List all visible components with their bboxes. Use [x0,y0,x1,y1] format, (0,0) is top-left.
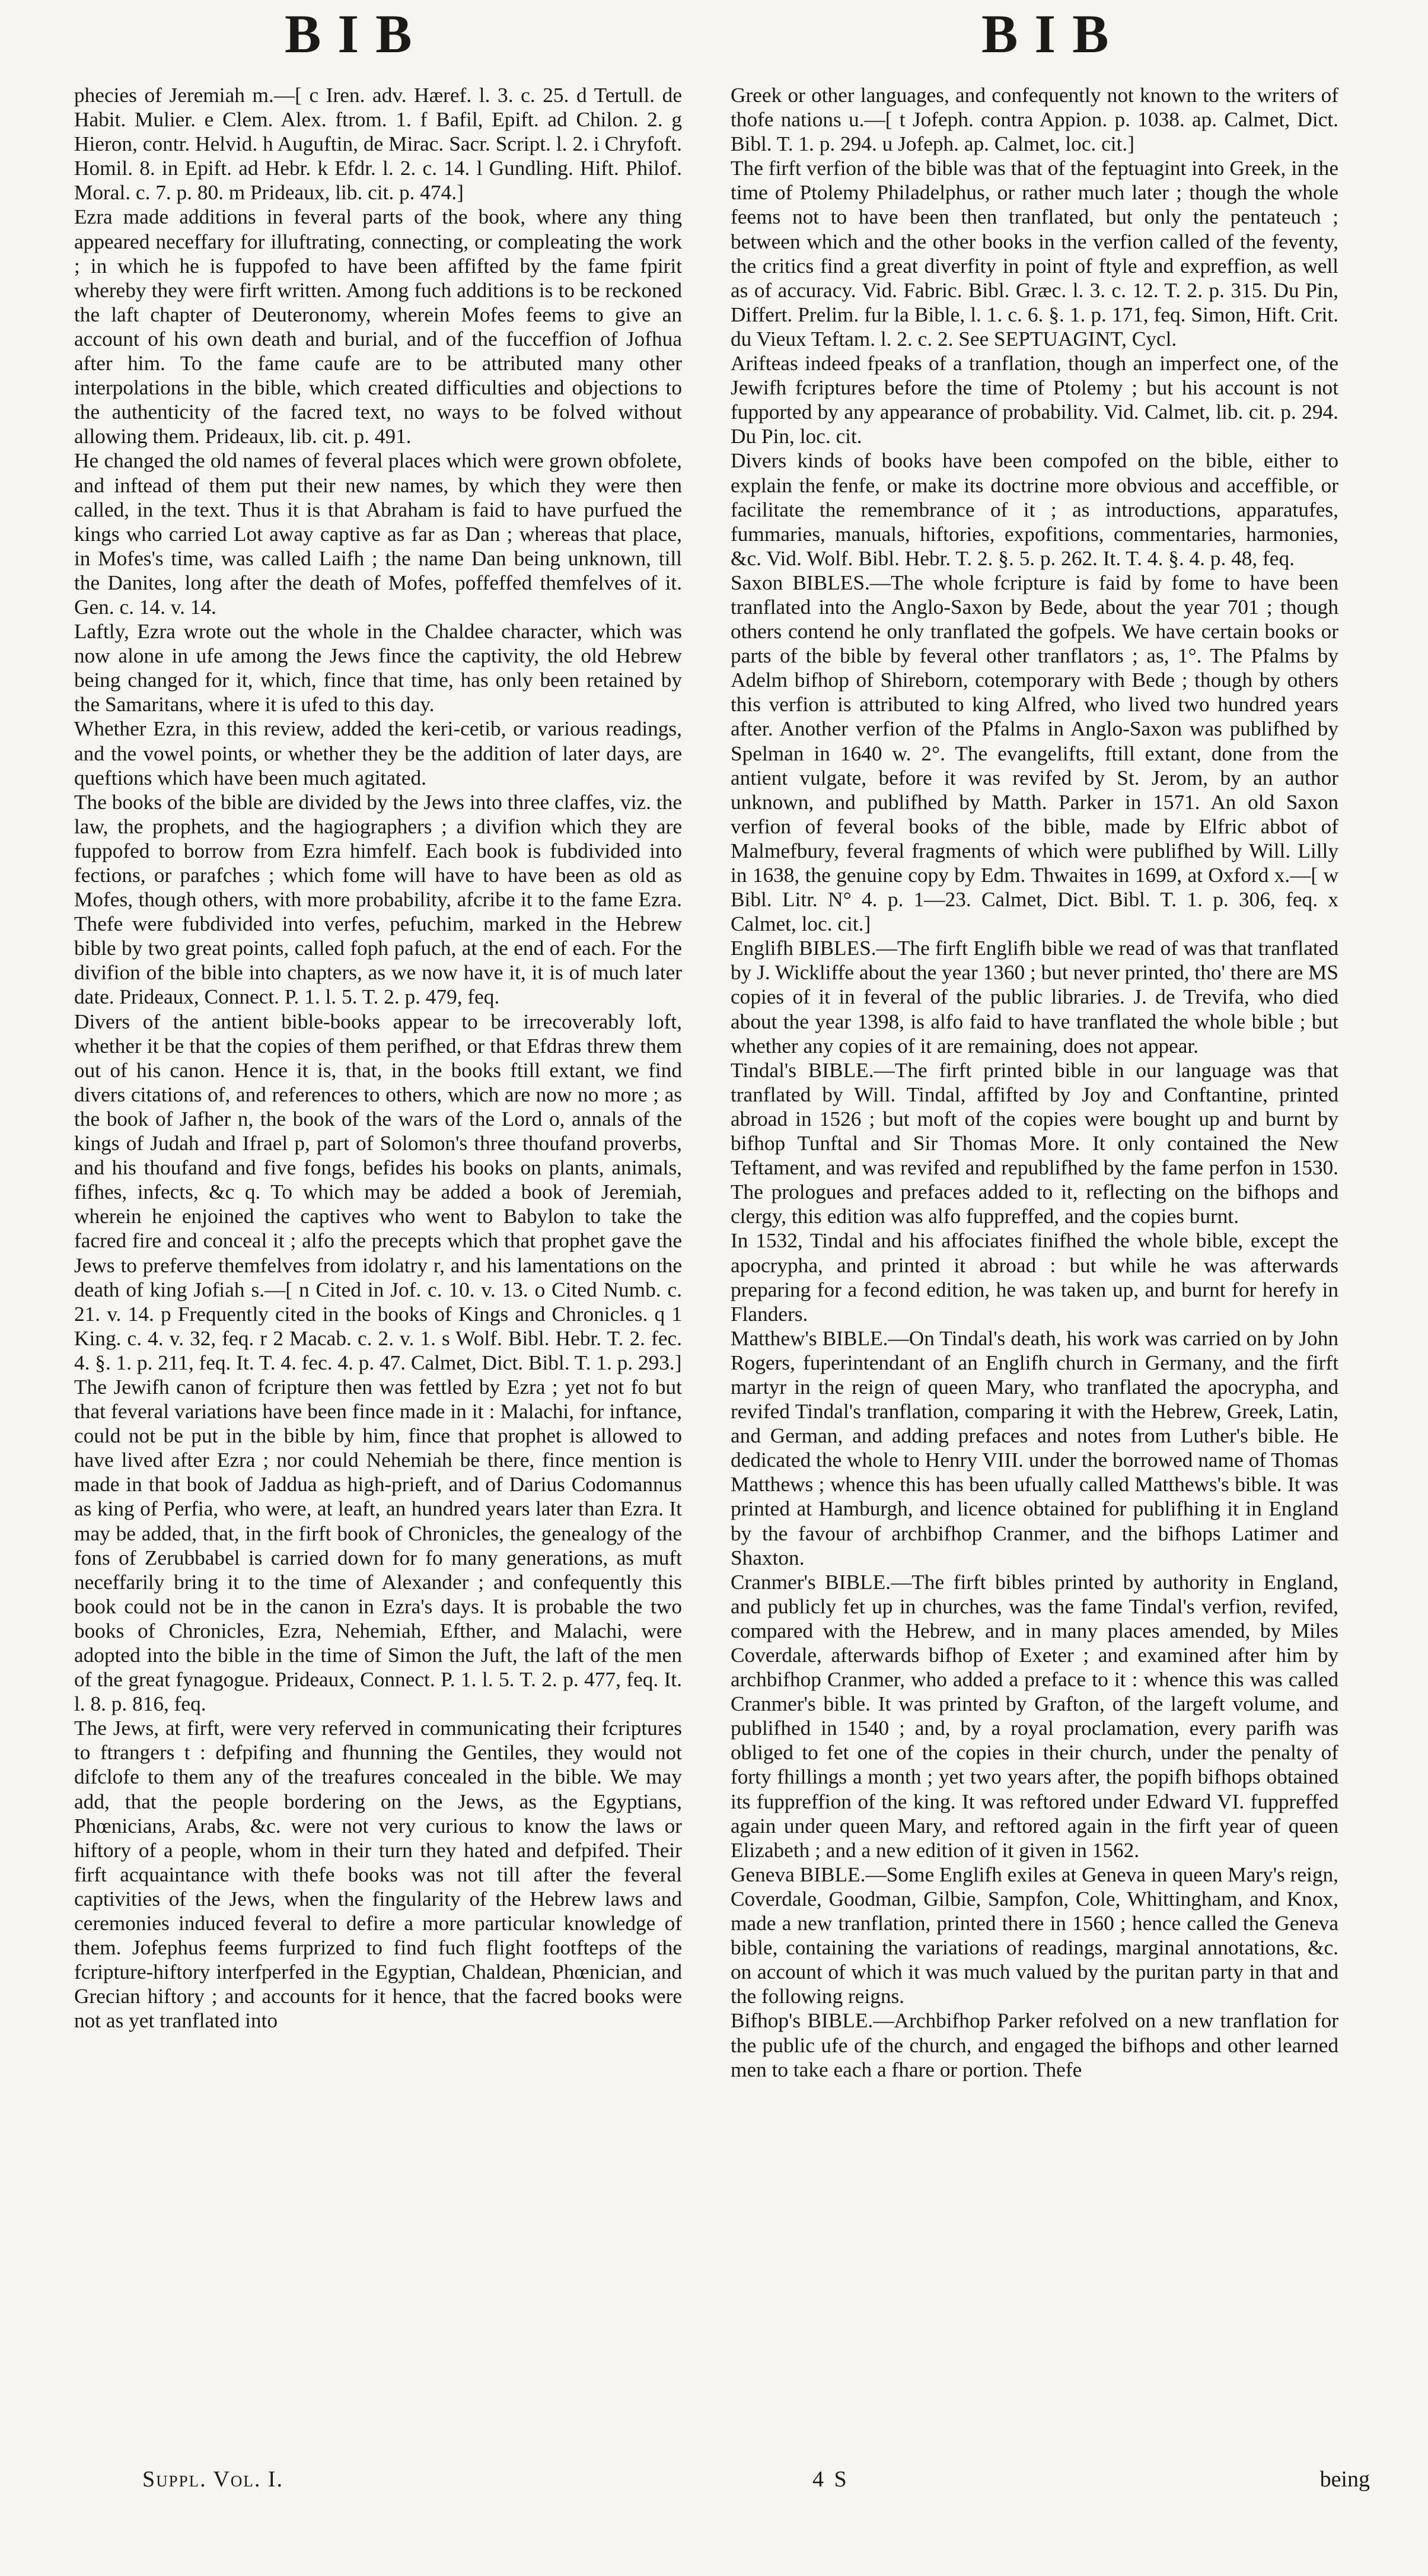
left-column [74,83,682,2462]
paragraph: The books of the bible are divided by the Jews into three claffes, viz. the law, the prophets, and the hagiographers ; a divifion which they are fuppofed to borrow from Ezra himfelf. Each book is fubdivided into fections, or parafches ; which fome will have to have been as old as Mofes, though others, with more probability, afcribe it to the fame Ezra. Thefe were fubdivided into verfes, pefuchim, marked in the Hebrew bible by two great points, called foph pafuch, at the end of each. For the divifion of the bible into chapters, as we now have it, it is of much later date. Prideaux, Connect. P. 1. l. 5. T. 2. p. 479, feq. [74,790,682,1009]
paragraph: The Jews, at firft, were very referved in communicating their fcriptures to ftrangers t : defpifing and fhunning the Gentiles, they would not difclofe to them any of the treafures concealed in the bible. We may add, that the people bordering on the Jews, as the Egyptians, Phœnicians, Arabs, &c. were not very curious to know the laws or hiftory of a people, whom in their turn they hated and defpifed. Their firft acquaintance with thefe books was not till after the feveral captivities of the Jews, when the fingularity of the Hebrew laws and ceremonies induced feveral to defire a more particular knowledge of them. Jofephus feems furprized to find fuch flight footfteps of the fcripture-hiftory interfperfed in the Egyptian, Chaldean, Phœnician, and Grecian hiftory ; and accounts for it hence, that the facred books were not as yet tranflated into [74,1717,682,2033]
catchword: being [1319,2467,1370,2492]
paragraph: Arifteas indeed fpeaks of a tranflation, though an imperfect one, of the Jewifh fcriptures before the time of Ptolemy ; but his account is not fupported by any appearance of probability. Vid. Calmet, lib. cit. p. 294. Du Pin, loc. cit. [731,352,1338,448]
paragraph: Bifhop's BIBLE.—Archbifhop Parker refolved on a new tranflation for the public ufe of the church, and engaged the bifhops and other learned men to take each a fhare or portion. Thefe [731,2009,1338,2081]
paragraph: Englifh BIBLES.—The firft Englifh bible we read of was that tranflated by J. Wickliffe about the year 1360 ; but never printed, tho' there are MS copies of it in feveral of the public libraries. J. de Trevifa, who died about the year 1398, is alfo faid to have tranflated the whole bible ; but whether any copies of it are remaining, does not appear. [731,937,1338,1058]
paragraph: Greek or other languages, and confequently not known to the writers of thofe nations u.—[ t Jofeph. contra Appion. p. 1038. ap. Calmet, Dict. Bibl. T. 1. p. 294. u Jofeph. ap. Calmet, loc. cit.] [731,84,1338,156]
paragraph: In 1532, Tindal and his affociates finifhed the whole bible, except the apocrypha, and printed it abroad : but while he was afterwards preparing for a fecond edition, he was taken up, and burnt for herefy in Flanders. [731,1229,1338,1326]
paragraph: Whether Ezra, in this review, added the keri-cetib, or various readings, and the vowel points, or whether they be the addition of later days, are queftions which have been much agitated. [74,717,682,789]
right-column [731,83,1338,2462]
paragraph: Cranmer's BIBLE.—The firft bibles printed by authority in England, and publicly fet up in churches, was the fame Tindal's verfion, revifed, compared with the Hebrew, and in many places amended, by Miles Coverdale, afterwards bifhop of Exeter ; and examined after him by archbifhop Cranmer, who added a preface to it : whence this was called Cranmer's bible. It was printed by Grafton, of the largeft volume, and publifhed in 1540 ; and, by a royal proclamation, every parifh was obliged to fet one of the copies in their church, under the penalty of forty fhillings a month ; yet two years after, the popifh bifhops obtained its fuppreffion of the king. It was reftored under Edward VI. fuppreffed again under queen Mary, and reftored again in the firft year of queen Elizabeth ; and a new edition of it given in 1562. [731,1570,1338,1862]
paragraph: He changed the old names of feveral places which were grown obfolete, and inftead of them put their new names, by which they were then called, in the text. Thus it is that Abraham is faid to have purfued the kings who carried Lot away captive as far as Dan ; whereas that place, in Mofes's time, was called Laifh ; the name Dan being unknown, till the Danites, long after the death of Mofes, poffeffed themfelves of it. Gen. c. 14. v. 14. [74,449,682,619]
signature-mark: 4 S [812,2467,849,2492]
page-footer [0,2466,1428,2502]
paragraph: Laftly, Ezra wrote out the whole in the Chaldee character, which was now alone in ufe among the Jews fince the captivity, the old Hebrew being changed for it, which, fince that time, has only been retained by the Samaritans, where it is ufed to this day. [74,620,682,717]
running-head [0,0,1428,71]
paragraph: The firft verfion of the bible was that of the feptuagint into Greek, in the time of Ptolemy Philadelphus, or rather much later ; though the whole feems not to have been then tranflated, but only the pentateuch ; between which and the other books in the verfion called of the feventy, the critics find a great diverfity in point of ftyle and expreffion, as well as of accuracy. Vid. Fabric. Bibl. Græc. l. 3. c. 12. T. 2. p. 315. Du Pin, Differt. Prelim. fur la Bible, l. 1. c. 6. §. 1. p. 171, feq. Simon, Hift. Crit. du Vieux Teftam. l. 2. c. 2. See SEPTUAGINT, Cycl. [731,157,1338,351]
volume-label: Suppl. Vol. I. [142,2467,284,2492]
running-head-left: BIB [285,4,429,64]
paragraph: Divers kinds of books have been compofed on the bible, either to explain the fenfe, or make its doctrine more obvious and acceffible, or facilitate the remembrance of it ; as introductions, apparatufes, fummaries, manuals, hiftories, expofitions, commentaries, harmonies, &c. Vid. Wolf. Bibl. Hebr. T. 2. §. 5. p. 262. It. T. 4. §. 4. p. 48, feq. [731,449,1338,570]
paragraph: phecies of Jeremiah m.—[ c Iren. adv. Hæref. l. 3. c. 25. d Tertull. de Habit. Mulier. e Clem. Alex. ftrom. 1. f Bafil, Epift. ad Chilon. 2. g Hieron, contr. Helvid. h Auguftin, de Mirac. Sacr. Script. l. 2. i Chryfoft. Homil. 8. in Epift. ad Hebr. k Efdr. l. 2. c. 14. l Gundling. Hift. Philof. Moral. c. 7. p. 80. m Prideaux, lib. cit. p. 474.] [74,84,682,205]
paragraph: Matthew's BIBLE.—On Tindal's death, his work was carried on by John Rogers, fuperintendant of an Englifh church in Germany, and the firft martyr in the reign of queen Mary, who tranflated the apocrypha, and revifed Tindal's tranflation, comparing it with the Hebrew, Greek, Latin, and German, and adding prefaces and notes from Luther's bible. He dedicated the whole to Henry VIII. under the borrowed name of Thomas Matthews ; whence this has been ufually called Matthews's bible. It was printed at Hamburgh, and licence obtained for publifhing it in England by the favour of archbifhop Cranmer, and the bifhops Latimer and Shaxton. [731,1326,1338,1569]
paragraph: Saxon BIBLES.—The whole fcripture is faid by fome to have been tranflated into the Anglo-Saxon by Bede, about the year 701 ; though others contend he only tranflated the gofpels. We have certain books or parts of the bible by feveral other tranflators ; as, 1°. The Pfalms by Adelm bifhop of Shireborn, cotemporary with Bede ; though by others this verfion is attributed to king Alfred, who lived two hundred years after. Another verfion of the Pfalms in Anglo-Saxon was publifhed by Spelman in 1640 w. 2°. The evangelifts, ftill extant, done from the antient vulgate, before it was revifed by St. Jerom, by an author unknown, and publifhed by Matth. Parker in 1571. An old Saxon verfion of feveral books of the bible, made by Elfric abbot of Malmefbury, feveral fragments of which were publifhed by Will. Lilly in 1638, the genuine copy by Edm. Thwaites in 1699, at Oxford x.—[ w Bibl. Litr. N° 4. p. 1—23. Calmet, Dict. Bibl. T. 1. p. 306, feq. x Calmet, loc. cit.] [731,571,1338,936]
paragraph: Divers of the antient bible-books appear to be irrecoverably loft, whether it be that the copies of them perifhed, or that Efdras threw them out of his canon. Hence it is, that, in the books ftill extant, we find divers citations of, and references to others, which are now no more ; as the book of Jafher n, the book of the wars of the Lord o, annals of the kings of Judah and Ifrael p, part of Solomon's three thoufand proverbs, and his thoufand and five fongs, befides his books on plants, animals, fifhes, infects, &c q. To which may be added a book of Jeremiah, wherein he enjoined the captives who went to Babylon to take the facred fire and conceal it ; alfo the precepts which that prophet gave the Jews to preferve themfelves from idolatry r, and his lamentations on the death of king Jofiah s.—[ n Cited in Jof. c. 10. v. 13. o Cited Numb. c. 21. v. 14. p Frequently cited in the books of Kings and Chronicles. q 1 King. c. 4. v. 32, feq. r 2 Macab. c. 2. v. 1. s Wolf. Bibl. Hebr. T. 2. fec. 4. §. 1. p. 211, feq. It. T. 4. fec. 4. p. 47. Calmet, Dict. Bibl. T. 1. p. 293.] [74,1010,682,1374]
paragraph: Ezra made additions in feveral parts of the book, where any thing appeared neceffary for illuftrating, connecting, or compleating the work ; in which he is fuppofed to have been affifted by the fame fpirit whereby they were firft written. Among fuch additions is to be reckoned the laft chapter of Deuteronomy, wherein Mofes feems to give an account of his own death and burial, and of the fucceffion of Jofhua after him. To the fame caufe are to be attributed many other interpolations in the bible, which created difficulties and objections to the authenticity of the facred text, no ways to be folved without allowing them. Prideaux, lib. cit. p. 491. [74,205,682,448]
paragraph: The Jewifh canon of fcripture then was fettled by Ezra ; yet not fo but that feveral variations have been fince made in it : Malachi, for inftance, could not be put in the bible by him, fince that prophet is allowed to have lived after Ezra ; nor could Nehemiah be there, fince mention is made in that book of Jaddua as high-prieft, and of Darius Codomannus as king of Perfia, who were, at leaft, an hundred years later than Ezra. It may be added, that, in the firft book of Chronicles, the genealogy of the fons of Zerubbabel is carried down for fo many generations, as muft neceffarily bring it to the time of Alexander ; and confequently this book could not be in the canon in Ezra's days. It is probable the two books of Chronicles, Ezra, Nehemiah, Efther, and Malachi, were adopted into the bible in the time of Simon the Juft, the laft of the men of the great fynagogue. Prideaux, Connect. P. 1. l. 5. T. 2. p. 477, feq. It. l. 8. p. 816, feq. [74,1375,682,1716]
paragraph: Geneva BIBLE.—Some Englifh exiles at Geneva in queen Mary's reign, Coverdale, Goodman, Gilbie, Sampfon, Cole, Whittingham, and Knox, made a new tranflation, printed there in 1560 ; hence called the Geneva bible, containing the variations of readings, marginal annotations, &c. on account of which it was much valued by the puritan party in that and the following reigns. [731,1862,1338,2008]
paragraph: Tindal's BIBLE.—The firft printed bible in our language was that tranflated by Will. Tindal, affifted by Joy and Conftantine, printed abroad in 1526 ; but moft of the copies were bought up and burnt by bifhop Tunftal and Sir Thomas More. It only contained the New Teftament, and was revifed and republifhed by the fame perfon in 1530. The prologues and prefaces added to it, reflecting on the bifhops and clergy, this edition was alfo fuppreffed, and the copies burnt. [731,1058,1338,1228]
running-head-right: BIB [981,4,1126,64]
